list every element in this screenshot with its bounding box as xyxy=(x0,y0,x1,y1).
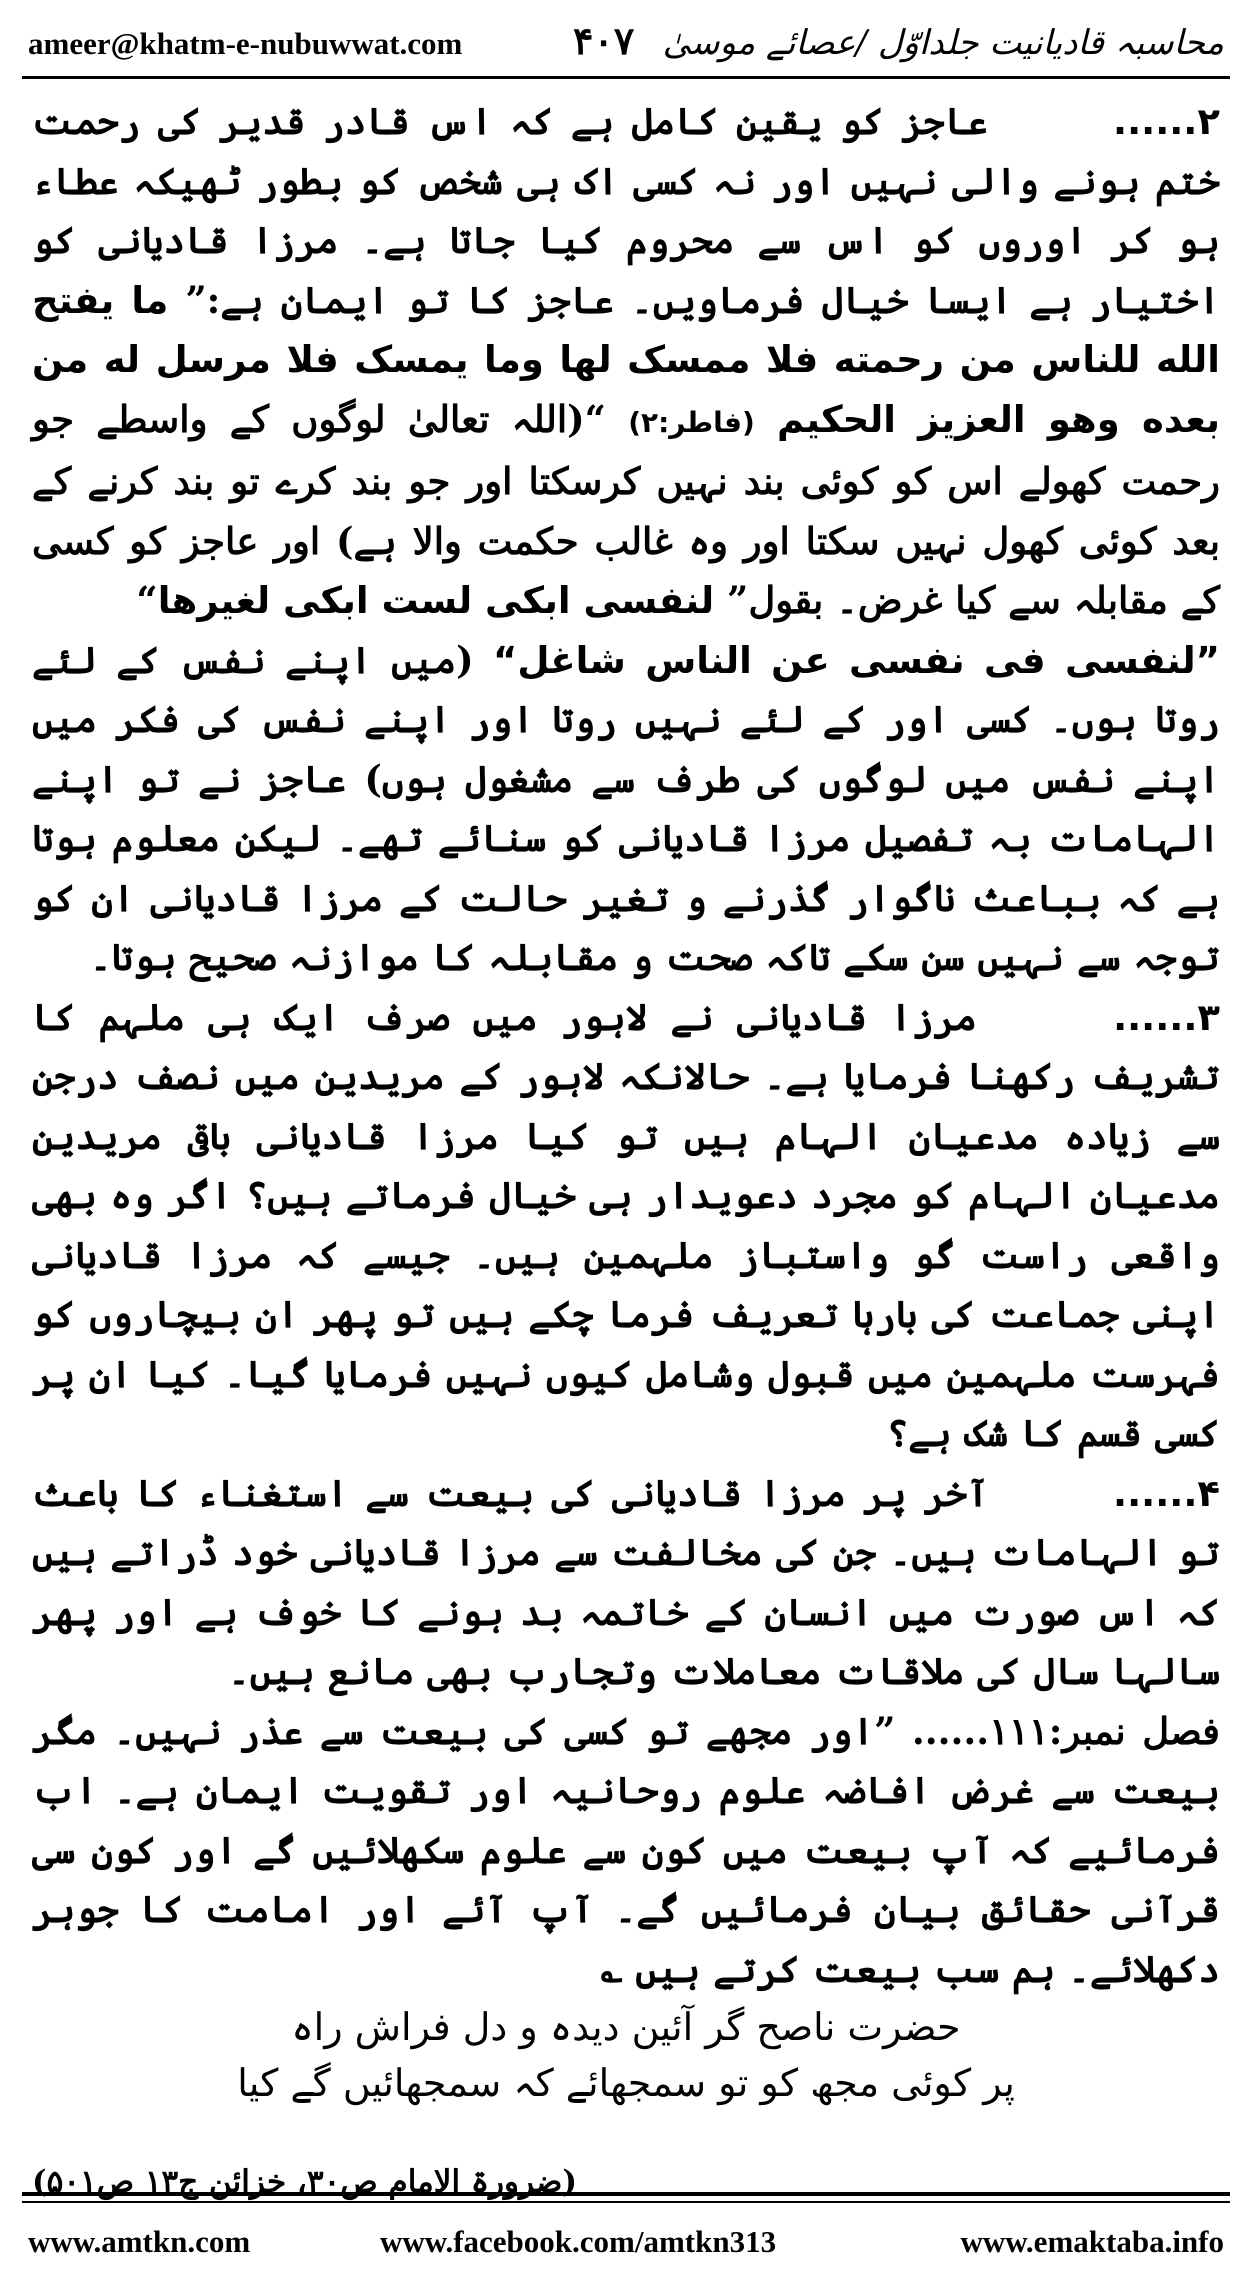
footer-rule-thick xyxy=(22,2192,1230,2196)
footer-rule-thin xyxy=(22,2201,1230,2203)
citation xyxy=(32,2153,1220,2213)
paragraph-3 xyxy=(32,988,1220,1464)
paragraph-number: ۲...... xyxy=(1113,100,1220,143)
footer-link-emaktaba[interactable]: www.emaktaba.info xyxy=(960,2224,1224,2259)
running-title: محاسبہ قادیانیت جلداوّل /عصائے موسیٰ xyxy=(662,23,1224,63)
citation-text: (ضرورۃ الامام ص۳۰، خزائن ج۱۳ ص۵۰۱) xyxy=(32,2164,578,2200)
paragraph-text: آخر پر مرزا قادیانی کی بیعت سے استغناء کا باعث تو الہامات ہیں۔ جن کی مخالفت سے مرزا قادیانی خود ڈراتے ہیں کہ اس صورت میں انسان کے خاتمہ بد ہونے کا خوف ہے اور پھر سالہا سال کی ملاقات معاملات وتجارب بھی مانع ہیں۔ xyxy=(32,1470,1220,1693)
closing-quote: “ xyxy=(136,578,158,622)
page-number: ۴۰۷ xyxy=(573,18,635,63)
verse-line-2: پر کوئی مجھ کو تو سمجھائے کہ سمجھائیں گے کیا xyxy=(237,2061,1015,2105)
quran-verse: ما یفتح الله للناس من رحمته فلا ممسک لها وما یمسک فلا مرسل له من بعده وهو العزیز الحکیم xyxy=(32,278,1220,441)
footer-link-facebook[interactable]: www.facebook.com/amtkn313 xyxy=(380,2224,777,2259)
paragraph-text: عاجز کو یقین کامل ہے کہ اس قادر قدیر کی رحمت ختم ہونے والی نہیں اور نہ کسی اک ہی شخص کو بطور ٹھیکہ عطاء ہو کر اوروں کو اس سے محروم کیا جاتا ہے۔ مرزا قادیانی کو اختیار ہے ایسا خیال فرماویں۔ عاجز کا تو ایمان ہے:” xyxy=(32,99,1220,322)
paragraph-text-b: “(اللہ تعالیٰ لوگوں کے واسطے جو رحمت کھولے اس کو کوئی بند نہیں کرسکتا اور جو بند کرے تو بند کرنے کے بعد کوئی کھول نہیں سکتا اور وہ غالب حکمت والا ہے) اور عاجز کو کسی کے مقابلہ سے کیا غرض۔ بقول” xyxy=(32,396,1220,622)
footer-link-amtkn[interactable]: www.amtkn.com xyxy=(28,2224,251,2259)
paragraph-4 xyxy=(32,1464,1220,1702)
header-email[interactable]: ameer@khatm-e-nubuwwat.com xyxy=(28,26,463,61)
fasl-paragraph xyxy=(32,1702,1220,2000)
quote-text: (میں اپنے نفس کے لئے روتا ہوں۔ کسی اور کے لئے نہیں روتا اور اپنے نفس کی فکر میں اپنے نفس میں لوگوں کی طرف سے مشغول ہوں) عاجز نے تو اپنے الہامات بہ تفصیل مرزا قادیانی کو سنائے تھے۔ لیکن معلوم ہوتا ہے کہ بباعث ناگوار گذرنے و تغیر حالت کے مرزا قادیانی ان کو توجہ سے نہیں سن سکے تاکہ صحت و مقابلہ کا موازنہ صحیح ہوتا۔ xyxy=(32,637,1220,979)
paragraph-2 xyxy=(32,92,1220,631)
header-rule xyxy=(22,76,1230,79)
page-body xyxy=(32,92,1220,2213)
section-text: ”اور مجھے تو کسی کی بیعت سے عذر نہیں۔ مگر بیعت سے غرض افاضہ علوم روحانیہ اور تقویت ایمان ہے۔ اب فرمائیے کہ آپ بیعت میں کون سے علوم سکھلائیں گے اور کون سی قرآنی حقائق بیان فرمائیں گے۔ آپ آئے اور امامت کا جوہر دکھلائے۔ ہم سب بیعت کرتے ہیں ؎ xyxy=(32,1708,1220,1991)
page-header xyxy=(28,18,1224,74)
verse-reference: (فاطر:۲) xyxy=(628,405,755,439)
page-footer xyxy=(28,2214,1224,2264)
paragraph-text: مرزا قادیانی نے لاہور میں صرف ایک ہی ملہم کا تشریف رکھنا فرمایا ہے۔ حالانکہ لاہور کے مریدین میں نصف درجن سے زیادہ مدعیان الہام ہیں تو کیا مرزا قادیانی باقی مریدین مدعیان الہام کو مجرد دعویدار ہی خیال فرماتے ہیں؟ اگر وہ بھی واقعی راست گو واستباز ملہمین ہیں۔ جیسے کہ مرزا قادیانی اپنی جماعت کی بارہا تعریف فرما چکے ہیں تو پھر ان بیچاروں کو فہرست ملہمین میں قبول وشامل کیوں نہیں فرمایا گیا۔ کیا ان پر کسی قسم کا شک ہے؟ xyxy=(32,994,1220,1455)
paragraph-number: ۴...... xyxy=(1113,1471,1220,1515)
quote-paragraph xyxy=(32,631,1220,988)
verse-line-1: حضرت ناصح گر آئین دیدہ و دل فراش راہ xyxy=(291,2005,961,2049)
arabic-quote: لنفسی ابکی لست ابکی لغیرها xyxy=(157,579,715,622)
section-label: فصل نمبر:۱۱۱...... xyxy=(911,1708,1220,1753)
arabic-quote-2: ”لنفسی فی نفسی عن الناس شاغل“ xyxy=(493,638,1220,682)
paragraph-number: ۳...... xyxy=(1113,995,1220,1039)
